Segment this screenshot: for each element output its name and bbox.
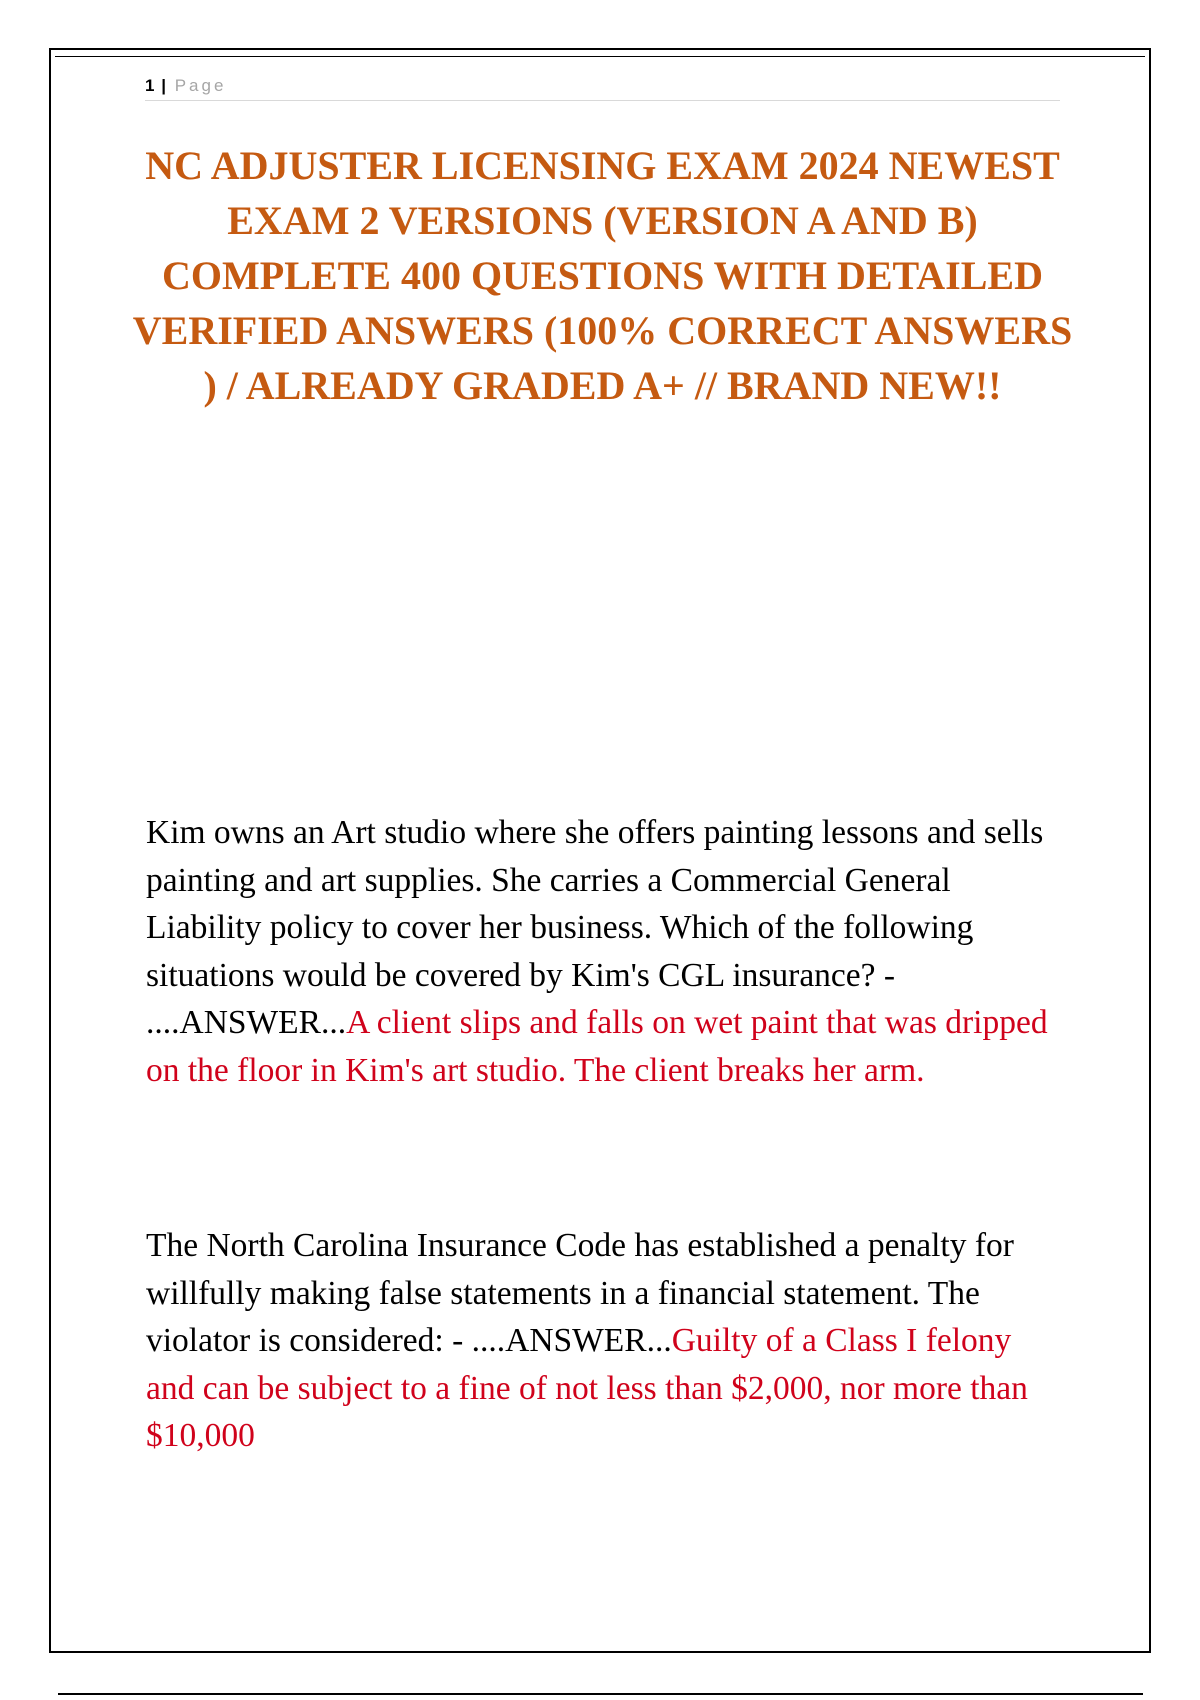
page-header (145, 74, 1060, 101)
question-block (146, 809, 1066, 1094)
question-block (146, 1222, 1066, 1460)
page-number-separator: | (161, 76, 166, 95)
answer-text: A client slips and falls on wet paint that was dripped on the floor in Kim's art studio. The client breaks her arm. (146, 1004, 1048, 1089)
page-label: Page (174, 76, 227, 95)
page-border-inner-rule (55, 56, 1145, 57)
answer-marker: ....ANSWER... (146, 1004, 347, 1041)
document-title: NC ADJUSTER LICENSING EXAM 2024 NEWEST EXAM 2 VERSIONS (VERSION A AND B) COMPLETE 400 QUESTIONS WITH DETAILED VERIFIED ANSWERS (100% CORRECT ANSWERS ) / ALREADY GRADED A+ // BRAND NEW!! (132, 143, 1073, 408)
answer-marker: ....ANSWER... (471, 1322, 672, 1359)
question-text: The North Carolina Insurance Code has established a penalty for willfully making false statements in a financial statement. The violator is considered: - (146, 1227, 1014, 1359)
footer-rule (58, 1693, 1143, 1695)
question-text: Kim owns an Art studio where she offers painting lessons and sells painting and art supplies. She carries a Commercial General Liability policy to cover her business. Which of the following situations would be covered by Kim's CGL insurance? - (146, 814, 1044, 994)
page-number: 1 (145, 76, 155, 95)
answer-text: Guilty of a Class I felony and can be subject to a fine of not less than $2,000, nor more than $10,000 (146, 1322, 1028, 1454)
